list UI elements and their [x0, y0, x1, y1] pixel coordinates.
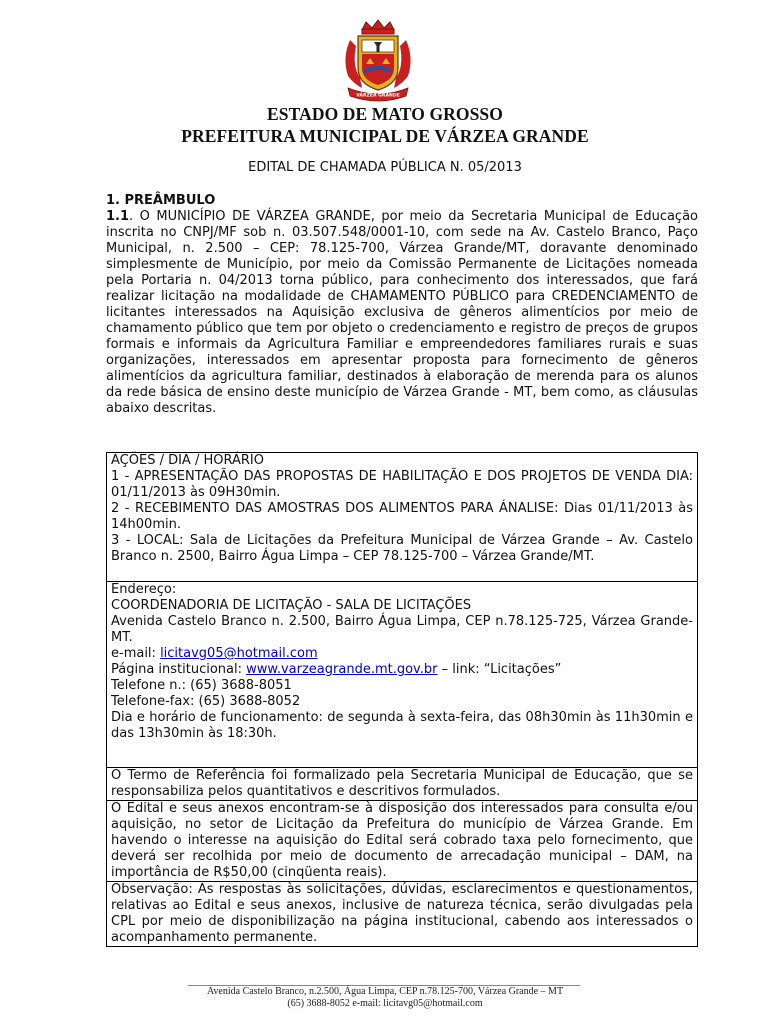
svg-text:VÁRZEA GRANDE: VÁRZEA GRANDE	[356, 93, 400, 99]
observation-cell: Observação: As respostas às solicitações, dúvidas, esclarecimentos e questionamentos, relativas ao Edital e seus anexos, inclusive de natureza técnica, serão divulgadas pela CPL por meio de disponibilização na página institucional, cabendo aos interessados o acompanhamento permanente.	[107, 882, 698, 947]
phone-line: Telefone n.: (65) 3688-8051	[111, 678, 292, 693]
preamble-paragraph	[106, 209, 698, 417]
site-suffix: – link: “Licitações”	[437, 662, 562, 677]
item-text: . O MUNICÍPIO DE VÁRZEA GRANDE, por meio da Secretaria Municipal de Educação inscrita no CNPJ/MF sob n. 03.507.548/0001-10, com sede na Av. Castelo Branco, Paço Municipal, n. 2.500 – CEP: 78.125-700, Várzea Grande/MT, doravante denominado simplesmente de Município, por meio da Comissão Permanente de Licitações nomeada pela Portaria n. 04/2013 torna público, para conhecimento dos interessados, que fará realizar licitação na modalidade de CHAMAMENTO PÚBLICO para CREDENCIAMENTO de licitantes interessados na Aquisição exclusiva de gêneros alimentícios por meio de chamamento público que tem por objeto o credenciamento e registro de preços de grupos formais e informais da Agricultura Familiar e empreendedores familiares rurais e suas organizações, interessados em apresentar proposta para fornecimento de gêneros alimentícios da agricultura familiar, destinados à elaboração de merenda para os alunos da rede básica de ensino deste município de Várzea Grande - MT, bem como, as cláusulas abaixo descritas.	[106, 209, 698, 416]
edital-title: EDITAL DE CHAMADA PÚBLICA N. 05/2013	[248, 160, 522, 175]
footer-contact: (65) 3688-8052 e-mail: licitavg05@hotmail.com	[287, 998, 483, 1009]
item-number: 1.1	[106, 209, 130, 224]
schedule-row	[107, 453, 698, 582]
email-line	[111, 646, 693, 662]
schedule-item-2: 2 - RECEBIMENTO DAS AMOSTRAS DOS ALIMENTOS PARA ÁNALISE: Dias 01/11/2013 às 14h00min.	[111, 501, 693, 532]
hours-line: Dia e horário de funcionamento: de segunda à sexta-feira, das 08h30min às 11h30min e das 13h30min às 18:30h.	[111, 710, 693, 741]
email-link[interactable]: licitavg05@hotmail.com	[160, 646, 318, 661]
terms-row	[107, 768, 698, 801]
schedule-item-3: 3 - LOCAL: Sala de Licitações da Prefeitura Municipal de Várzea Grande – Av. Castelo Branco n. 2500, Bairro Água Limpa – CEP 78.125-700 – Várzea Grande/MT.	[111, 533, 693, 564]
section-heading: 1. PREÂMBULO	[106, 193, 216, 208]
state-title: ESTADO DE MATO GROSSO	[267, 104, 503, 124]
address-label: Endereço:	[111, 582, 177, 597]
edital-availability-cell: O Edital e seus anexos encontram-se à disposição dos interessados para consulta e/ou aquisição, no setor de Licitação da Prefeitura do município de Várzea Grande. Em havendo o interesse na aquisição do Edital será cobrado taxa pelo fornecimento, que deverá ser recolhida por meio de documento de arrecadação municipal – DAM, na importância de R$50,00 (cinqüenta reais).	[107, 801, 698, 882]
schedule-heading: AÇÕES / DIA / HORÁRIO	[111, 453, 264, 468]
site-link[interactable]: www.varzeagrande.mt.gov.br	[246, 662, 438, 677]
observation-row	[107, 882, 698, 947]
prefecture-title: PREFEITURA MUNICIPAL DE VÁRZEA GRANDE	[181, 126, 589, 146]
edital-availability-row	[107, 801, 698, 882]
coat-of-arms-icon	[336, 18, 420, 102]
footer-address: Avenida Castelo Branco, n.2.500, Água Limpa, CEP n.78.125-700, Várzea Grande – MT	[206, 986, 564, 997]
office-name: COORDENADORIA DE LICITAÇÃO - SALA DE LICITAÇÕES	[111, 598, 472, 613]
terms-cell: O Termo de Referência foi formalizado pela Secretaria Municipal de Educação, que se responsabiliza pelos quantitativos e descritivos formulados.	[107, 768, 698, 801]
schedule-item-1: 1 - APRESENTAÇÃO DAS PROPOSTAS DE HABILITAÇÃO E DOS PROJETOS DE VENDA DIA: 01/11/2013 às 09H30min.	[111, 469, 693, 500]
address-cell	[107, 582, 698, 768]
street-address: Avenida Castelo Branco n. 2.500, Bairro Água Limpa, CEP n.78.125-725, Várzea Grande-MT.	[111, 614, 693, 645]
site-label: Página institucional:	[111, 662, 247, 677]
schedule-cell	[107, 453, 698, 582]
info-table	[106, 452, 698, 947]
email-label: e-mail:	[111, 646, 161, 661]
address-row	[107, 582, 698, 768]
site-line	[111, 662, 693, 678]
fax-line: Telefone-fax: (65) 3688-8052	[111, 694, 301, 709]
